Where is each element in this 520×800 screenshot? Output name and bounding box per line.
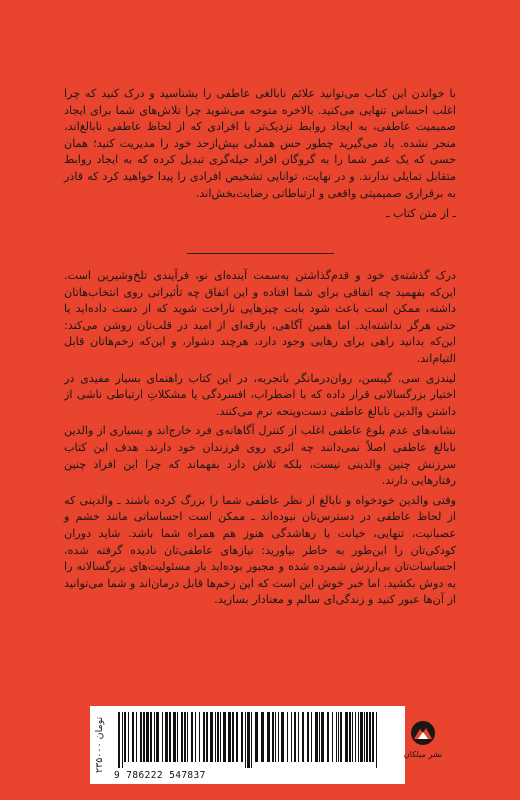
barcode-bar	[215, 712, 216, 762]
barcode-bar	[319, 712, 320, 762]
barcode-bar	[287, 712, 288, 762]
barcode-bar	[236, 712, 238, 762]
barcode-bar	[355, 712, 356, 762]
barcode-bar	[118, 712, 120, 768]
barcode-bar	[247, 712, 250, 768]
description-paragraph: نشانه‌های عدم بلوغ عاطفی اغلب از کنترل آگاهانه‌ی فرد خارج‌اند و بسیاری از والدین نابالغ عاطفی اصلاً نمی‌دانند چه اثری روی فرزندان خود دارند. هدف این کتاب سرزنش چنین والدینی نیست، بلکه تلاش دارد بفهماند که چرا این افراد چنین رفتارهایی دارند.	[64, 424, 456, 488]
barcode-bar	[181, 712, 183, 762]
barcode-bar	[232, 712, 234, 762]
barcode-bar	[332, 712, 333, 762]
barcode-bar	[220, 712, 221, 762]
barcode-bar	[302, 712, 304, 762]
barcode-bar	[173, 712, 176, 762]
barcode-bar	[281, 712, 284, 762]
barcode-bar	[261, 712, 264, 762]
isbn-number: 9 786222 547837	[114, 770, 206, 781]
barcode-bar	[369, 712, 371, 762]
barcode-bar	[251, 712, 252, 768]
barcode-bar	[366, 712, 368, 762]
barcode-bar	[199, 712, 200, 762]
barcode-bar	[191, 712, 193, 762]
barcode-bar	[376, 712, 377, 768]
excerpt-paragraph: با خواندن این کتاب می‌توانید علائم نابالغی عاطفی را بشناسید و درک کنید که چرا اغلب احساس تنهایی می‌کنید. بالاخره متوجه می‌شوید چرا تلاش‌های شما برای ایجاد صمیمیت عاطفی، به ایجاد روابط نزدیک‌تر با افرادی که از لحاظ عاطفی نابالغ‌اند، منجر نشده. یاد می‌گیرید چطور حس همدلی بیش‌ازحد خود را مدیریت کنید؛ همان حسی که یک عمر شما را به گروگان افراد حیله‌گری تبدیل کرده که به ایجاد روابط متقابل تمایلی ندارند. و در نهایت، توانایی تشخیص افرادی را پیدا خواهید کرد که قادر به برقراری صمیمیتی واقعی و ارتباطاتی رضایت‌بخش‌اند.	[64, 87, 456, 200]
barcode-bar	[203, 712, 205, 762]
divider-line	[187, 253, 334, 254]
description-paragraph: وقتی والدین خودخواه و نابالغ از نظر عاطفی شما را بزرگ کرده باشند ـ والدینی که از لحاظ عاطفی در دسترس‌تان نبوده‌اند ـ ممکن است احساساتی مانند خشم و عصبانیت، تنهایی، خیانت یا رهاشدگی هنوز هم همراه شما باشد. شاید دوران کودکی‌تان را این‌طور به خاطر بیاورید: نیازهای عاطفی‌تان نادیده گرفته شده، احساسات‌تان بی‌ارزش شمرده شده و مجبور بوده‌اید بار مسئولیت‌های بزرگسالانه را به دوش بکشید. اما خبر خوش این است که این زخم‌ها قابل درمان‌اند و شما می‌توانید از آن‌ها عبور کنید و زندگی‌ای سالم و معنادار بسازید.	[63, 493, 456, 607]
barcode-bar	[228, 712, 231, 762]
barcode-bar	[321, 712, 324, 762]
barcode-bar	[255, 712, 258, 762]
excerpt-source: ـ از متن کتاب ـ	[386, 207, 456, 221]
price-label: ۲۳۵۰۰۰ تومان	[94, 716, 105, 774]
barcode-bar	[340, 712, 342, 762]
barcode-bar	[272, 712, 274, 762]
barcode-bar	[150, 712, 152, 762]
barcode-box	[90, 706, 405, 784]
excerpt-block	[64, 86, 456, 223]
barcode-bar	[124, 712, 126, 762]
barcode-bar	[291, 712, 292, 762]
barcode-bar	[358, 712, 359, 762]
barcode-bar	[372, 712, 374, 762]
barcode-bar	[169, 712, 171, 762]
barcode-bar	[122, 712, 123, 768]
barcode-area	[90, 706, 443, 784]
description-block	[64, 268, 456, 612]
barcode-bar	[278, 712, 279, 762]
barcode-bar	[275, 712, 276, 762]
barcode-bar	[217, 712, 219, 762]
barcode-bar	[245, 712, 246, 768]
barcode-bar	[136, 712, 137, 762]
barcode-bar	[298, 712, 299, 762]
barcode-bar	[338, 712, 339, 762]
barcode-bar	[345, 712, 348, 762]
barcode-bar	[206, 712, 208, 762]
barcode-bar	[143, 712, 145, 762]
barcode-bar	[187, 712, 188, 762]
barcode-bar	[315, 712, 318, 762]
barcode-bar	[336, 712, 337, 762]
barcode-bar	[223, 712, 226, 762]
barcode-bar	[210, 712, 213, 762]
barcode-bar	[128, 712, 129, 762]
barcode-bar	[360, 712, 363, 762]
barcode-bar	[154, 712, 155, 762]
barcode-bar	[307, 712, 309, 762]
description-paragraph: درک گذشته‌ی خود و قدم‌گذاشتن به‌سمت آینده‌ای نو، فرآیندی تلخ‌وشیرین است. این‌که بفهمید چه اتفاقی برای شما افتاده و این اتفاق چه تأثیراتی روی انتخاب‌هاتان داشته، ممکن است باعث شود بابت چیزهایی ناراحت شوید که از دست داده‌اید یا حتی هرگز نداشته‌اید. اما همین آگاهی، بارقه‌ای از امید در قلب‌تان روشن می‌کند: این‌که بدانید راهی برای رهایی وجود دارد، هرچند دشوار، و این‌که زخم‌هاتان قابل التیام‌اند.	[64, 269, 456, 365]
barcode-bars	[116, 712, 384, 768]
publisher-name: نشر میلکان	[403, 750, 443, 759]
barcode-bar	[327, 712, 329, 762]
barcode-bar	[311, 712, 312, 762]
barcode-bar	[184, 712, 186, 762]
barcode-bar	[132, 712, 134, 762]
publisher-logo	[405, 706, 441, 784]
description-paragraph: لیندزی سی. گیبسن، روان‌درمانگر باتجربه، در این کتاب راهنمای بسیار مفیدی در اختیار بزرگسالانی قرار داده که با اضطراب، افسردگی یا مشکلاتِ ارتباطی ناشی از داشتن والدین نابالغ عاطفی دست‌وپنجه نرم می‌کنند.	[64, 371, 456, 418]
barcode-bar	[195, 712, 196, 762]
barcode-bar	[146, 712, 149, 762]
barcode-bar	[140, 712, 142, 762]
barcode-bar	[267, 712, 270, 762]
barcode-bar	[162, 712, 163, 762]
barcode-bar	[156, 712, 159, 762]
barcode-bar	[349, 712, 351, 762]
barcode-bar	[241, 712, 243, 762]
barcode-bar	[294, 712, 296, 762]
barcode-bar	[352, 712, 353, 762]
barcode-bar	[177, 712, 178, 762]
barcode-bar	[165, 712, 168, 762]
barcode-bar	[364, 712, 365, 762]
mountain-logo-icon	[410, 720, 436, 746]
